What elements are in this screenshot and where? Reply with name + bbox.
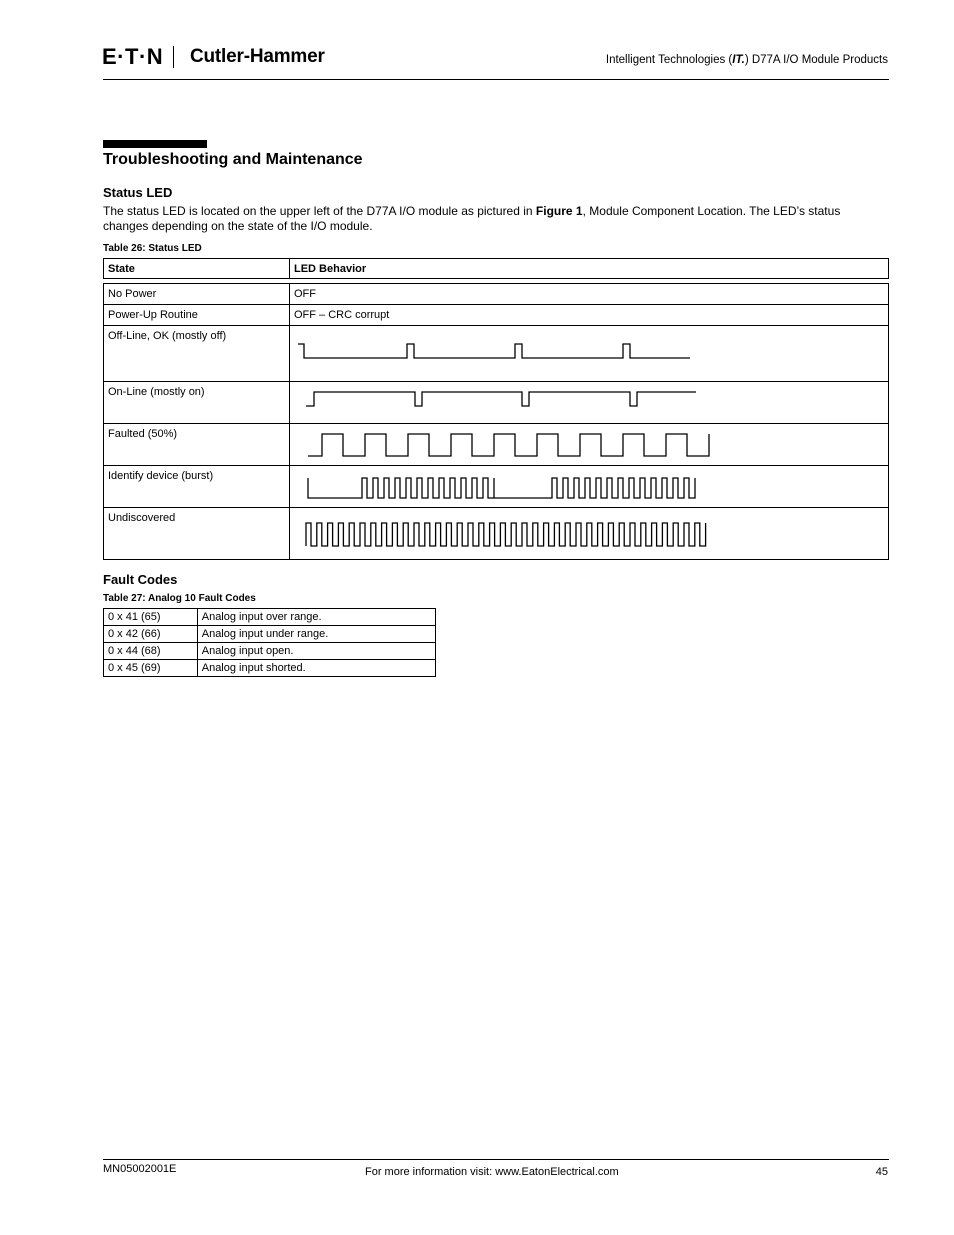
code-cell: 0 x 41 (65) [104,609,198,626]
status-led-table [103,258,889,560]
waveform-cell [290,424,889,466]
section-bar [103,140,207,148]
figure-link[interactable]: Figure 1 [535,204,583,218]
waveform-square-50 [290,424,888,465]
state-cell: No Power [104,284,290,305]
state-cell: Faulted (50%) [104,424,290,466]
table-row [104,626,436,643]
desc-cell: Analog input shorted. [197,660,435,677]
code-cell: 0 x 44 (68) [104,643,198,660]
waveform-line [298,344,690,358]
table27-caption: Table 27: Analog 10 Fault Codes [103,593,256,604]
behavior-cell: OFF [290,284,889,305]
document-title [606,52,888,68]
table-row [104,609,436,626]
table-row [104,508,889,560]
state-cell: On-Line (mostly on) [104,382,290,424]
waveform-line [306,523,706,546]
col-header-state: State [104,259,290,279]
desc-cell: Analog input open. [197,643,435,660]
footer-rule [103,1159,889,1160]
doc-title-it: IT. [732,54,745,66]
header-rule [103,79,889,80]
status-led-paragraph [103,204,863,233]
waveform-line [308,434,709,456]
waveform-cell [290,508,889,560]
table-row [104,382,889,424]
waveform-fast [290,508,888,559]
brand-name: Cutler-Hammer [190,46,325,67]
table-row [104,424,889,466]
waveform-cell [290,466,889,508]
fault-codes-table [103,608,436,677]
state-cell: Identify device (burst) [104,466,290,508]
table-row [104,466,889,508]
code-cell: 0 x 45 (69) [104,660,198,677]
waveform-mostly-off [290,326,888,381]
waveform-burst [290,466,888,507]
table26-caption: Table 26: Status LED [103,243,202,254]
waveform-line [308,478,695,498]
state-cell: Off-Line, OK (mostly off) [104,326,290,382]
waveform-mostly-on [290,382,888,423]
para-text-1: The status LED is located on the upper left of the D77A I/O module as pictured in [103,204,536,218]
table-header-row [104,259,889,279]
desc-cell: Analog input over range. [197,609,435,626]
table-row [104,284,889,305]
eaton-logo: E·T·N [102,44,164,69]
status-led-heading: Status LED [103,185,173,200]
desc-cell: Analog input under range. [197,626,435,643]
doc-number: MN05002001E [103,1163,177,1175]
page-number: 45 [875,1166,888,1178]
para-text-2: , Module Component Location. The LED’s status changes depending on the state of the I/O module. [103,204,841,233]
table-row [104,643,436,660]
table-row [104,305,889,326]
table-row [104,326,889,382]
col-header-behavior: LED Behavior [290,259,889,279]
doc-title-suffix: ) D77A I/O Module Products [744,54,888,66]
section-title: Troubleshooting and Maintenance [103,151,363,168]
waveform-line [306,392,696,406]
fault-codes-heading: Fault Codes [103,572,178,587]
code-cell: 0 x 42 (66) [104,626,198,643]
state-cell: Undiscovered [104,508,290,560]
logo-divider [173,46,174,68]
footer-info: For more information visit: www.EatonElectrical.com [365,1166,619,1178]
table-row [104,660,436,677]
behavior-cell: OFF – CRC corrupt [290,305,889,326]
waveform-cell [290,382,889,424]
state-cell: Power-Up Routine [104,305,290,326]
waveform-cell [290,326,889,382]
doc-title-prefix: Intelligent Technologies ( [605,54,733,66]
